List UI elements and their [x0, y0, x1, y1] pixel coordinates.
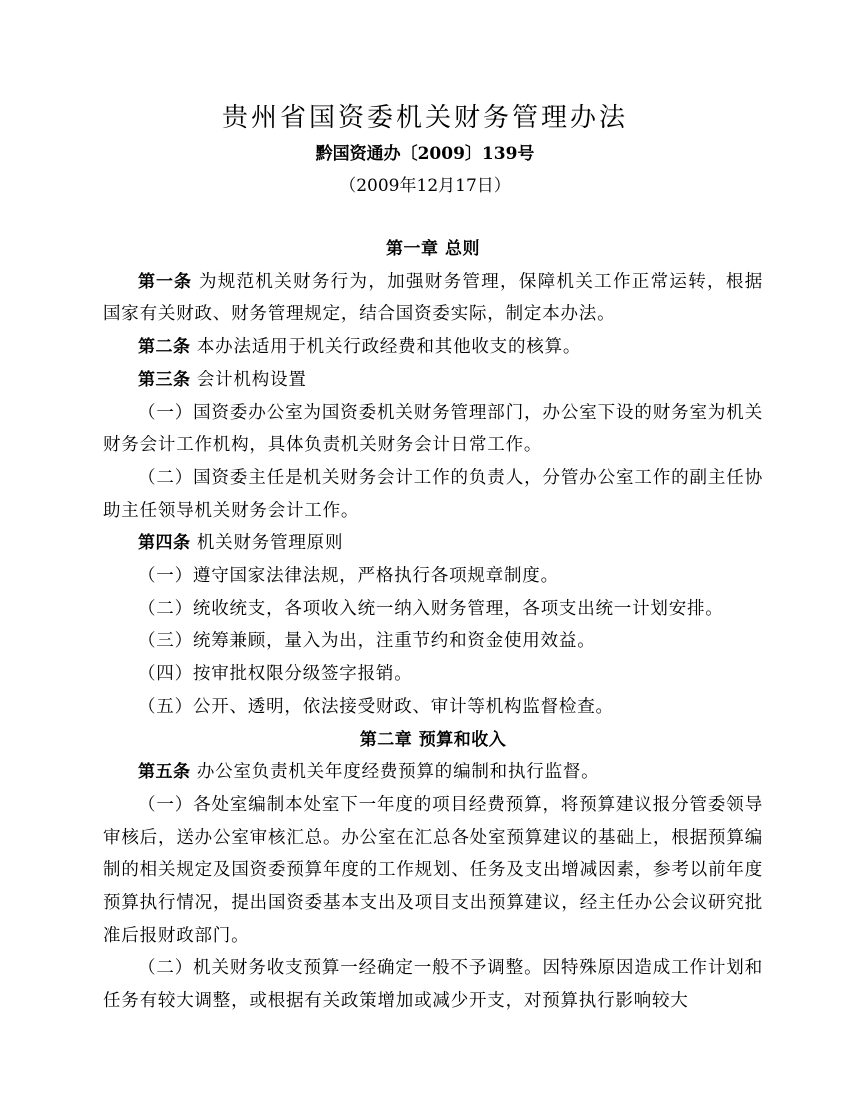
article-label: 第二条 — [138, 337, 191, 358]
list-item: （四）按审批权限分级签字报销。 — [138, 664, 413, 685]
article-label: 第四条 — [138, 533, 191, 554]
article-paragraph — [103, 331, 763, 364]
document-number: 黔国资通办〔2009〕139号 — [315, 144, 535, 164]
article-text: 为规范机关财务行为，加强财务管理，保障机关工作正常运转，根据国家有关财政、财务管理规定，结合国资委实际，制定本办法。 — [103, 271, 763, 325]
list-item: （二）国资委主任是机关财务会计工作的负责人，分管办公室工作的副主任协助主任领导机关财务会计工作。 — [103, 467, 763, 521]
document-date: （2009年12月17日） — [339, 176, 511, 196]
article-label: 第五条 — [138, 762, 191, 783]
article-text: 会计机构设置 — [196, 369, 307, 390]
article-text: 机关财务管理原则 — [196, 533, 344, 554]
list-item: （一）遵守国家法律法规，严格执行各项规章制度。 — [138, 566, 559, 587]
article-paragraph — [103, 266, 763, 331]
article-label: 第一条 — [138, 271, 193, 292]
list-item: （一）各处室编制本处室下一年度的项目经费预算，将预算建议报分管委领导审核后，送办公室审核汇总。办公室在汇总各处室预算建议的基础上，根据预算编制的相关规定及国资委预算年度的工作规划、任务及支出增减因素，参考以前年度预算执行情况，提出国资委基本支出及项目支出预算建议，经主任办公会议研究批准后报财政部门。 — [103, 794, 763, 946]
article-paragraph — [103, 527, 763, 560]
document-title: 贵州省国资委机关财务管理办法 — [221, 103, 628, 133]
article-text: 办公室负责机关年度经费预算的编制和执行监督。 — [196, 762, 600, 783]
document-body — [103, 233, 763, 1018]
chapter-heading: 第二章 预算和收入 — [359, 729, 507, 750]
article-label: 第三条 — [138, 369, 191, 390]
list-item: （二）统收统支，各项收入统一纳入财务管理，各项支出统一计划安排。 — [138, 598, 724, 619]
article-paragraph — [103, 364, 763, 397]
article-paragraph — [103, 756, 763, 789]
list-item: （一）国资委办公室为国资委机关财务管理部门，办公室下设的财务室为机关财务会计工作机构，具体负责机关财务会计日常工作。 — [103, 402, 763, 456]
list-item: （二）机关财务收支预算一经确定一般不予调整。因特殊原因造成工作计划和任务有较大调整，或根据有关政策增加或减少开支，对预算执行影响较大 — [103, 958, 763, 1012]
list-item: （五）公开、透明，依法接受财政、审计等机构监督检查。 — [138, 696, 614, 717]
article-text: 本办法适用于机关行政经费和其他收支的核算。 — [196, 337, 582, 358]
list-item: （三）统筹兼顾，量入为出，注重节约和资金使用效益。 — [138, 631, 596, 652]
chapter-heading: 第一章 总则 — [386, 239, 480, 259]
